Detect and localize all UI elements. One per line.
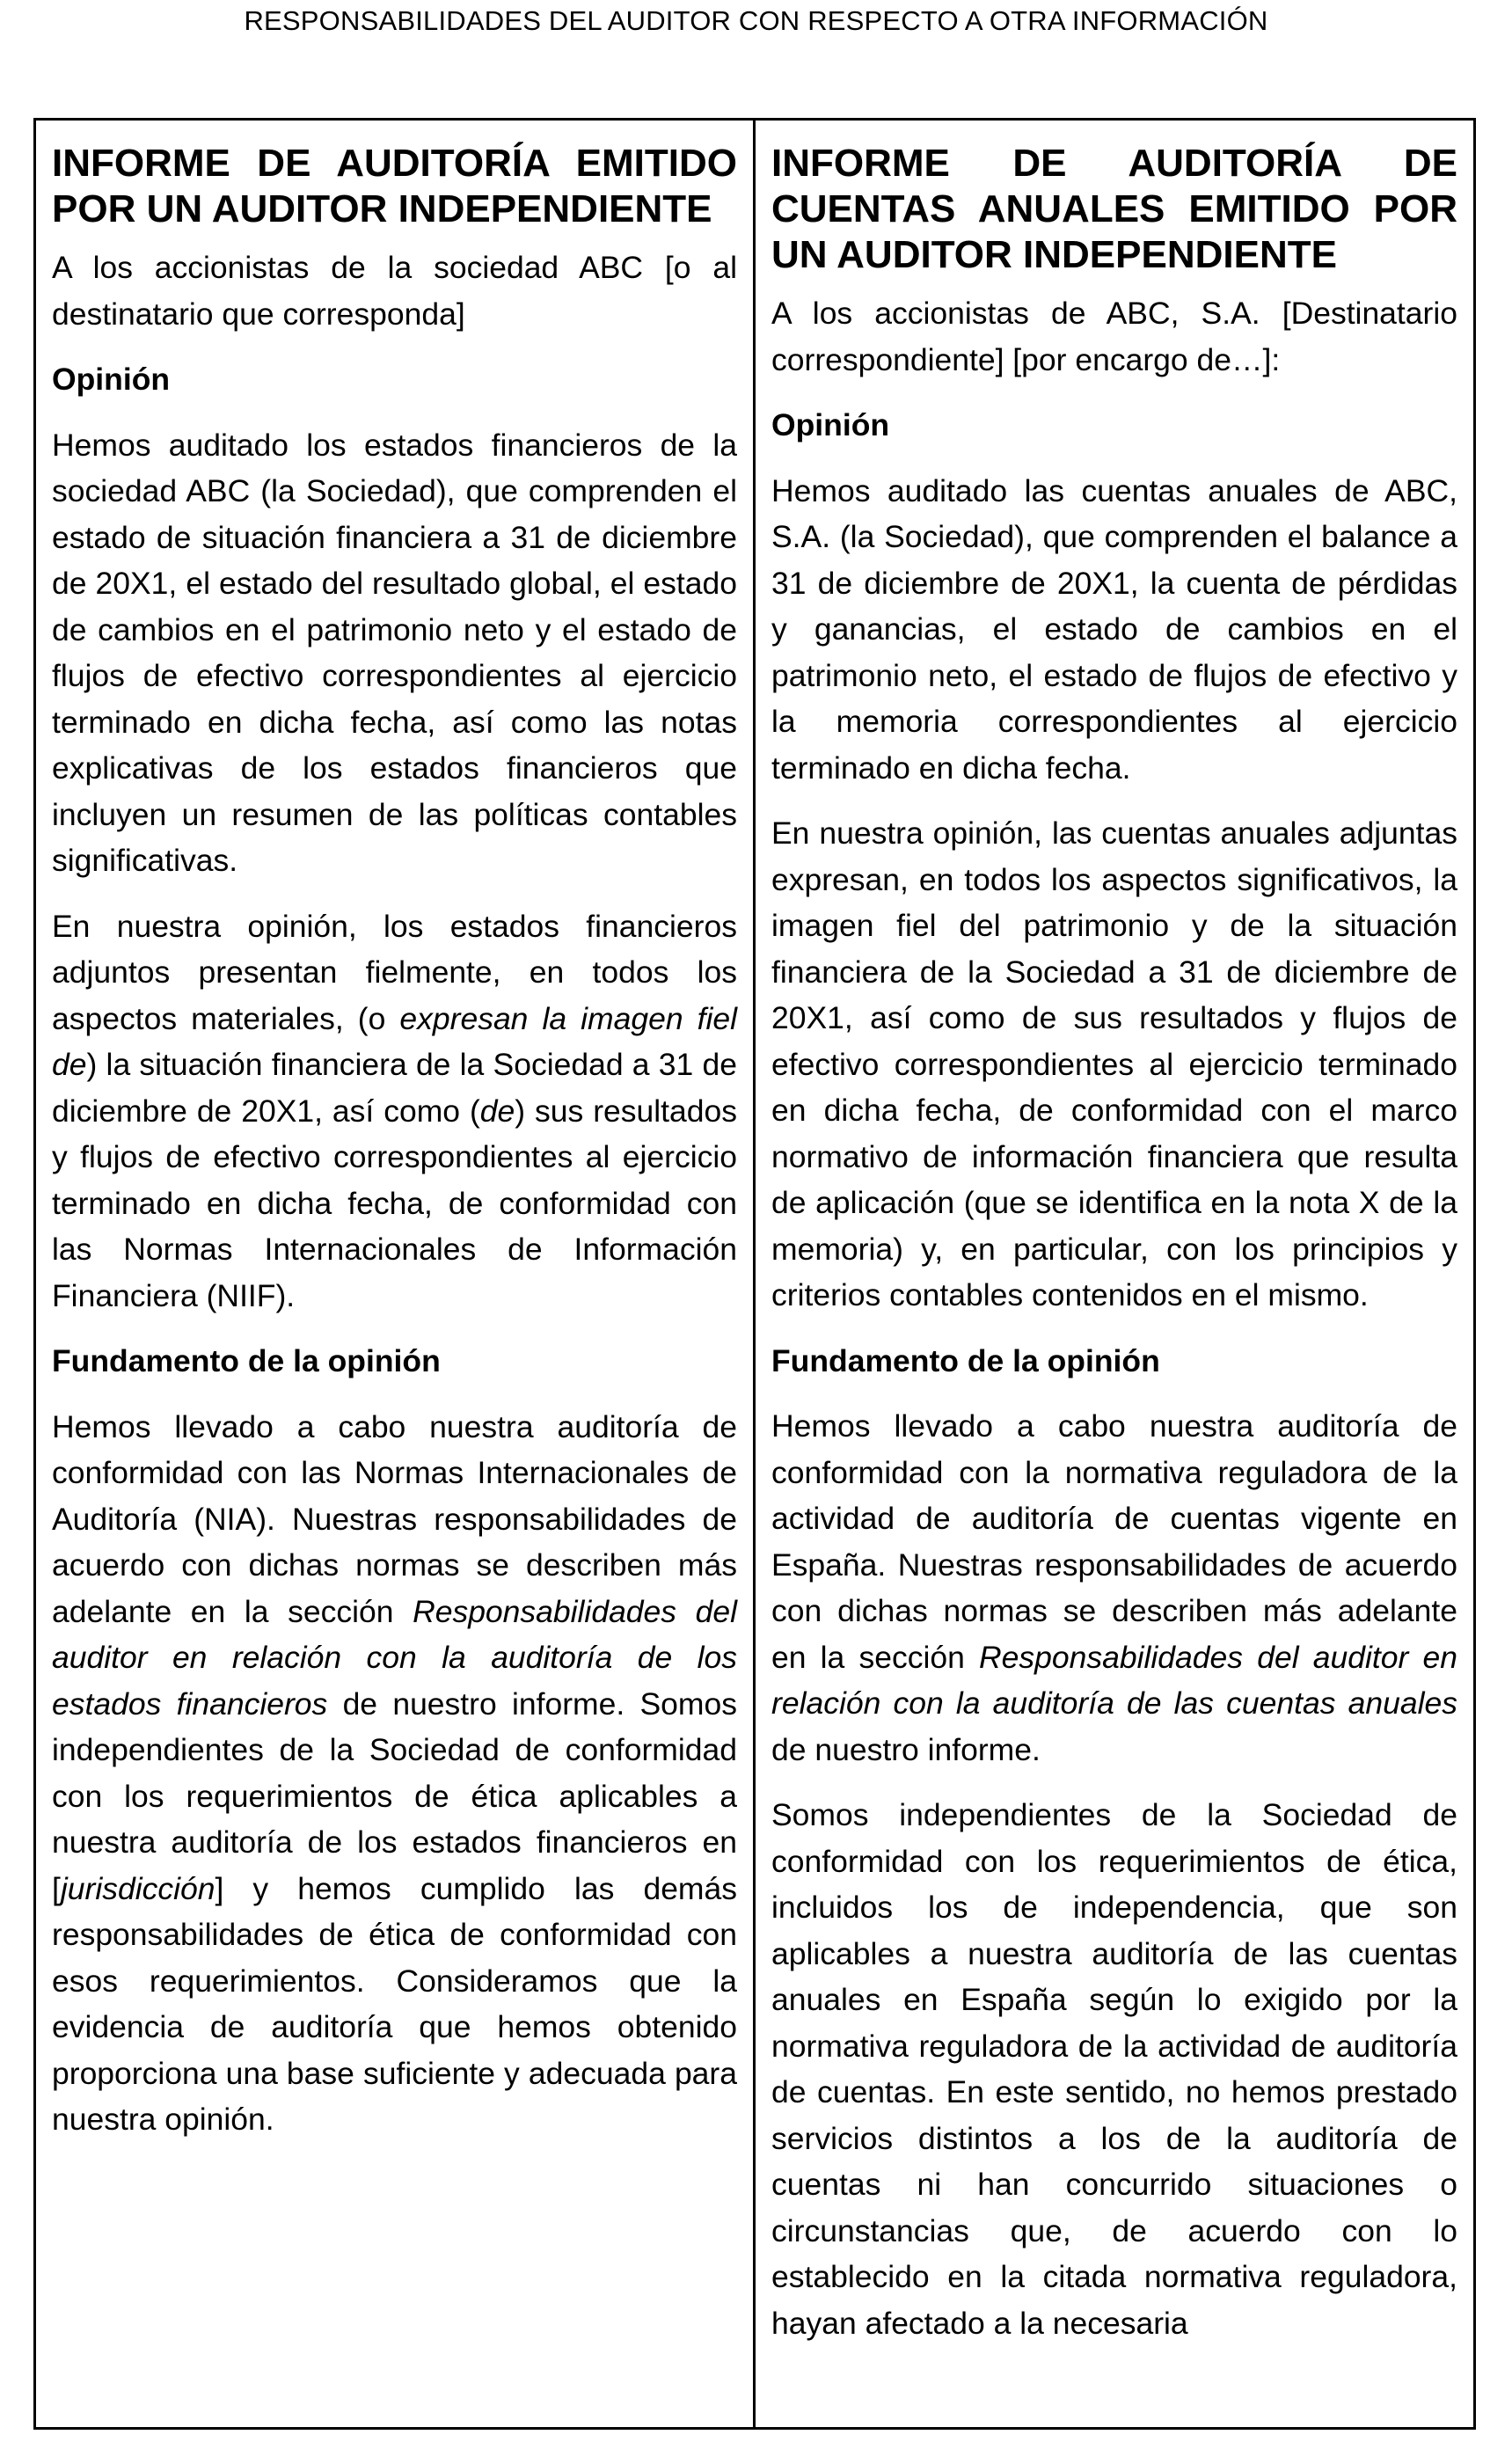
left-opinion-paragraph-2: En nuestra opinión, los estados financieros adjuntos presentan fielmente, en todos los aspectos materiales, (o expresan la imagen fiel de) la situación financiera de la Sociedad a 31 de diciembre de 20X1, así como (de) sus resultados y flujos de efectivo correspondientes al ejercicio terminado en dicha fecha, de conformidad con las Normas Internacionales de Información Financiera (NIIF). bbox=[52, 908, 737, 1313]
right-opinion-paragraph-2: En nuestra opinión, las cuentas anuales adjuntas expresan, en todos los aspectos significativos, la imagen fiel del patrimonio y de la situación financiera de la Sociedad a 31 de diciembre de 20X1, así como de sus resultados y flujos de efectivo correspondientes al ejercicio terminado en dicha fecha, de conformidad con el marco normativo de información financiera que resulta de aplicación (que se identifica en la nota X de la memoria) y, en particular, con los principios y criterios contables contenidos en el mismo. bbox=[771, 815, 1457, 1312]
right-opinion-heading: Opinión bbox=[771, 407, 890, 442]
left-report-title: INFORME DE AUDITORÍA EMITIDO POR UN AUDITOR INDEPENDIENTE bbox=[52, 142, 737, 230]
left-basis-heading: Fundamento de la opinión bbox=[52, 1343, 441, 1378]
left-column-niif-report bbox=[36, 121, 756, 2427]
right-basis-heading: Fundamento de la opinión bbox=[771, 1342, 1160, 1378]
right-column-spain-report bbox=[756, 121, 1473, 2427]
right-opinion-paragraph-1: Hemos auditado las cuentas anuales de ABC, S.A. (la Sociedad), que comprenden el balance a 31 de diciembre de 20X1, la cuenta de pérdidas y ganancias, el estado de cambios en el patrimonio neto, el estado de flujos de efectivo y la memoria correspondientes al ejercicio terminado en dicha fecha. bbox=[771, 472, 1457, 786]
right-basis-paragraph-2: Somos independientes de la Sociedad de conformidad con los requerimientos de ética, incluidos los de independencia, que son aplicables a nuestra auditoría de las cuentas anuales en España según lo exigido por la normativa reguladora de la actividad de auditoría de cuentas. En este sentido, no hemos prestado servicios distintos a los de la auditoría de cuentas ni han concurrido situaciones o circunstancias que, de acuerdo con lo establecido en la citada normativa reguladora, hayan afectado a la necesaria bbox=[771, 1797, 1457, 2341]
comparison-table bbox=[33, 118, 1476, 2430]
left-basis-paragraph: Hemos llevado a cabo nuestra auditoría de conformidad con las Normas Internacionales de Auditoría (NIA). Nuestras responsabilidades de acuerdo con dichas normas se describen más adelante en la sección Responsabilidades del auditor en relación con la auditoría de los estados financieros de nuestro informe. Somos independientes de la Sociedad de conformidad con los requerimientos de ética aplicables a nuestra auditoría de los estados financieros en [jurisdicción] y hemos cumplido las demás responsabilidades de ética de conformidad con esos requerimientos. Consideramos que la evidencia de auditoría que hemos obtenido proporciona una base suficiente y adecuada para nuestra opinión. bbox=[52, 1408, 738, 2137]
left-opinion-heading: Opinión bbox=[52, 362, 171, 397]
page-header: RESPONSABILIDADES DEL AUDITOR CON RESPECTO A OTRA INFORMACIÓN bbox=[244, 5, 1268, 36]
right-basis-paragraph-1: Hemos llevado a cabo nuestra auditoría de conformidad con la normativa reguladora de la actividad de auditoría de cuentas vigente en España. Nuestras responsabilidades de acuerdo con dichas normas se describen más adelante en la sección Responsabilidades del auditor en relación con la auditoría de las cuentas anuales de nuestro informe. bbox=[771, 1408, 1457, 1767]
left-opinion-paragraph-1: Hemos auditado los estados financieros de la sociedad ABC (la Sociedad), que comprenden el estado de situación financiera a 31 de diciembre de 20X1, el estado del resultado global, el estado de cambios en el patrimonio neto y el estado de flujos de efectivo correspondientes al ejercicio terminado en dicha fecha, así como las notas explicativas de los estados financieros que incluyen un resumen de las políticas contables significativas. bbox=[52, 427, 737, 878]
right-report-title: INFORME DE AUDITORÍA DE CUENTAS ANUALES EMITIDO POR UN AUDITOR INDEPENDIENTE bbox=[771, 142, 1457, 276]
right-addressee: A los accionistas de ABC, S.A. [Destinatario correspondiente] [por encargo de…]: bbox=[771, 296, 1457, 377]
left-addressee: A los accionistas de la sociedad ABC [o al destinatario que corresponda] bbox=[52, 250, 737, 332]
